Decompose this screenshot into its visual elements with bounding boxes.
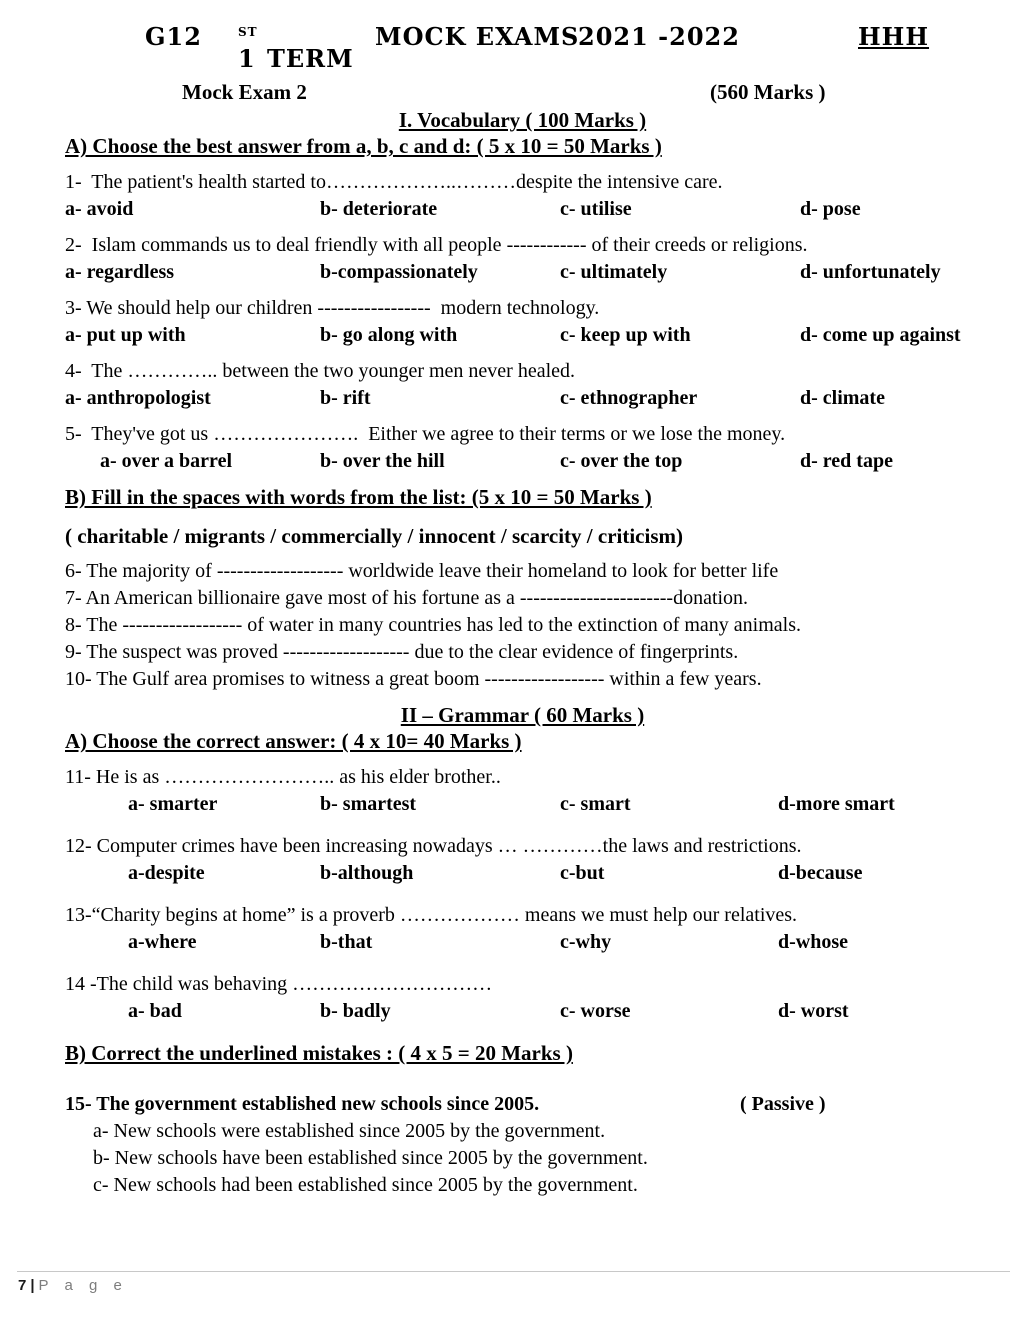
footer-divider-line [17,1271,1010,1272]
question-4 [65,358,980,412]
question-5 [65,421,980,475]
option-a: a- bad [128,1000,182,1022]
option-b: b-although [320,862,414,884]
question-13 [65,902,980,956]
option-a: a-despite [128,862,205,884]
option-c: c-why [560,931,612,953]
option-c: c- over the top [560,450,683,472]
question-14 [65,971,980,1025]
option-c: c- keep up with [560,324,691,346]
question-options [65,322,980,349]
question-11 [65,764,980,818]
option-c: c- smart [560,793,631,815]
exam-name: Mock Exam 2 [182,80,307,104]
option-c: c- worse [560,1000,631,1022]
option-a: a-where [128,931,197,953]
option-a: a- over a barrel [100,450,233,472]
fill-item-6: 6- The majority of ------------------- worldwide leave their homeland to look for better life [65,560,779,582]
option-b: b-that [320,931,373,953]
option-d: d- come up against [800,324,961,346]
question-stem: 5- They've got us …………………. Either we agree to their terms or we lose the money. [65,423,786,445]
question-options [65,791,980,818]
fill-item-10: 10- The Gulf area promises to witness a great boom ------------------ within a few years. [65,668,762,690]
question-options [65,196,980,223]
option-d: d- unfortunately [800,261,941,283]
vocab-part-a-heading: A) Choose the best answer from a, b, c and d: ( 5 x 10 = 50 Marks ) [65,134,662,158]
option-a: a- put up with [65,324,186,346]
option-c: c- utilise [560,198,632,220]
school-code-label: HHH [858,22,930,51]
page-word: P a g e [38,1277,128,1294]
option-d: d-because [778,862,863,884]
option-b: b- over the hill [320,450,445,472]
question-stem: 11- He is as …………………….. as his elder brother.. [65,766,501,788]
exam-type-label: MOCK EXAMS [375,22,580,51]
option-d: d- pose [800,198,861,220]
option-b: b- deteriorate [320,198,438,220]
question-stem: 3- We should help our children ----------------- modern technology. [65,297,600,319]
fill-item-8: 8- The ------------------ of water in many countries has led to the extinction of many animals. [65,614,802,636]
page-footer [18,1277,128,1294]
option-a: a- anthropologist [65,387,211,409]
option-b: b- go along with [320,324,458,346]
question-15 [65,1091,980,1118]
option-a: a- regardless [65,261,175,283]
question-options [65,998,980,1025]
question-2 [65,232,980,286]
option-c: c-but [560,862,605,884]
term-number: 1 [238,44,256,73]
page-number: 7 [18,1277,27,1294]
passive-note: ( Passive ) [740,1093,826,1115]
term-word: TERM [266,44,354,73]
grammar-part-a-heading: A) Choose the correct answer: ( 4 x 10= 40 Marks ) [65,729,522,753]
grammar-section-heading: II – Grammar ( 60 Marks ) [400,703,645,727]
question-1 [65,169,980,223]
option-d: d- red tape [800,450,893,472]
total-marks: (560 Marks ) [710,80,826,104]
question-options [65,929,980,956]
option-c: c- ultimately [560,261,668,283]
option-c: c- ethnographer [560,387,698,409]
option-b: b- rift [320,387,371,409]
exam-body [0,80,1020,1199]
question-options [65,385,980,412]
question-12 [65,833,980,887]
exam-title-row [65,80,980,107]
option-d: d-more smart [778,793,895,815]
word-bank: ( charitable / migrants / commercially / innocent / scarcity / criticism) [65,524,683,548]
footer-separator: | [30,1277,35,1294]
year-label: 2021 -2022 [578,22,740,51]
fill-item-9: 9- The suspect was proved ------------------- due to the clear evidence of fingerprints. [65,641,739,663]
question-stem: 12- Computer crimes have been increasing nowadays … …………the laws and restrictions. [65,835,802,857]
option-b: b- smartest [320,793,417,815]
option-b: b- badly [320,1000,391,1022]
option-d: d- climate [800,387,885,409]
option-a: a- avoid [65,198,134,220]
term-label [238,22,354,73]
vocabulary-section-heading: I. Vocabulary ( 100 Marks ) [398,108,647,132]
option-a: a- smarter [128,793,218,815]
question-stem: 13-“Charity begins at home” is a proverb ……………… means we must help our relatives. [65,904,798,926]
fill-item-7: 7- An American billionaire gave most of his fortune as a -----------------------donation. [65,587,749,609]
exam-header [0,0,1020,73]
option-b: b-compassionately [320,261,478,283]
option-d: d-whose [778,931,849,953]
question-3 [65,295,980,349]
question-options [65,448,980,475]
question-stem: 2- Islam commands us to deal friendly with all people ------------ of their creeds or religions. [65,234,808,256]
question-stem: 14 -The child was behaving ………………………… [65,973,493,995]
question-stem: 4- The ………….. between the two younger men never healed. [65,360,576,382]
choice-a: a- New schools were established since 2005 by the government. [93,1120,606,1142]
question-options [65,860,980,887]
vocab-part-b-heading: B) Fill in the spaces with words from the list: (5 x 10 = 50 Marks ) [65,485,652,509]
grade-label: G12 [145,22,202,51]
question-stem: 1- The patient's health started to………………..………despite the intensive care. [65,171,723,193]
grammar-part-b-heading: B) Correct the underlined mistakes : ( 4 x 5 = 20 Marks ) [65,1041,573,1065]
choice-b: b- New schools have been established since 2005 by the government. [93,1147,648,1169]
question-stem: 15- The government established new schools since 2005. [65,1093,540,1115]
question-15-choices [93,1118,980,1199]
choice-c: c- New schools had been established since 2005 by the government. [93,1174,638,1196]
option-d: d- worst [778,1000,849,1022]
term-ordinal: ST [238,25,258,39]
question-options [65,259,980,286]
